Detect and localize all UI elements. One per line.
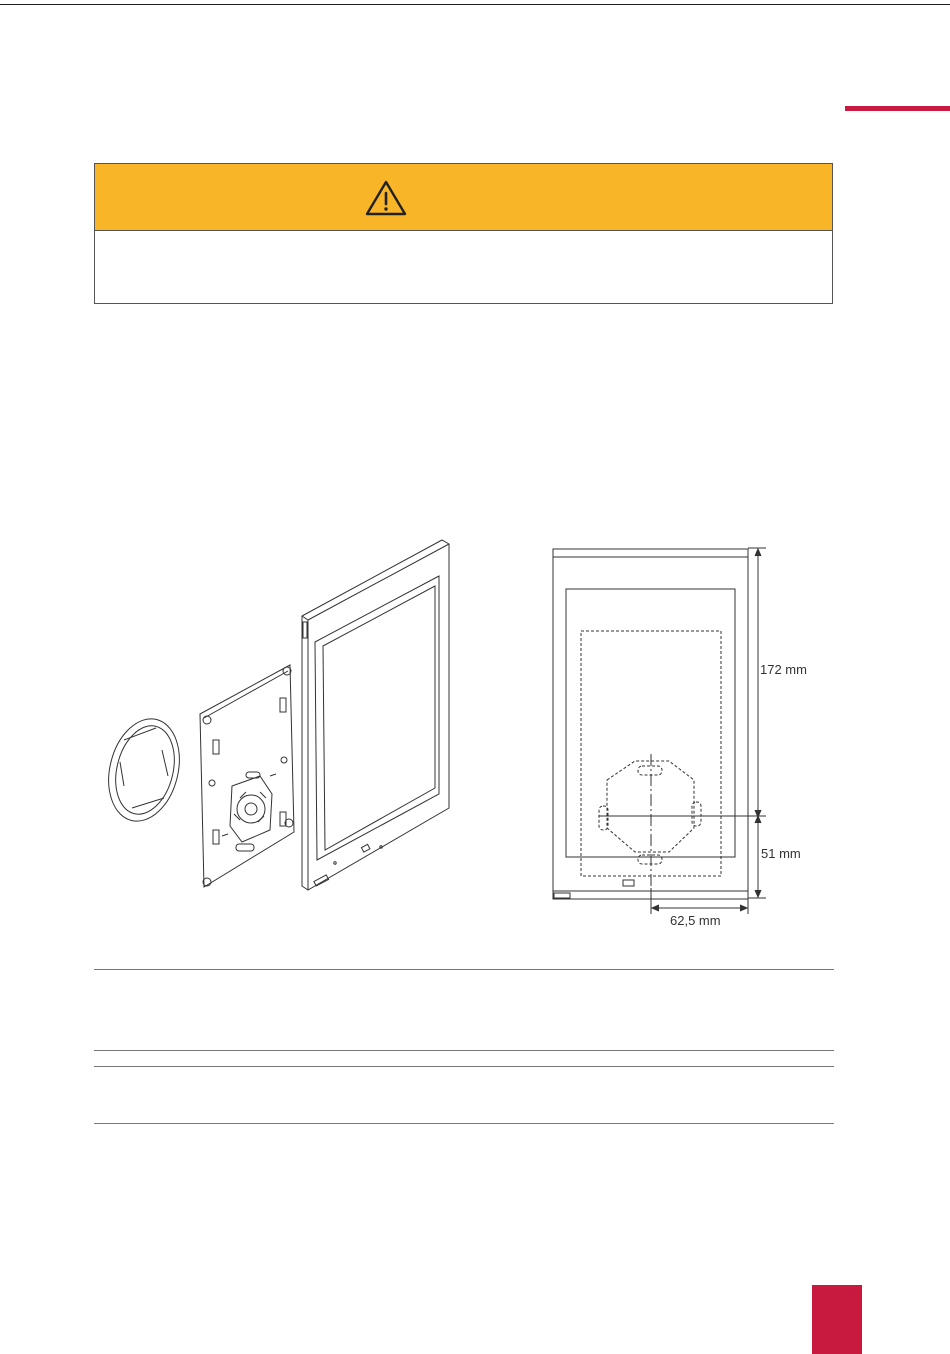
front-view-drawing <box>553 549 766 899</box>
dimension-height-lower: 51 mm <box>761 846 801 861</box>
dimension-lines <box>651 548 766 914</box>
warning-triangle-icon <box>364 179 408 217</box>
dimension-width-offset: 62,5 mm <box>670 913 721 928</box>
warning-header <box>95 164 832 231</box>
installation-drawing <box>94 530 834 940</box>
table-rule <box>94 969 834 970</box>
section-accent-bar <box>845 106 950 111</box>
mounting-ring-drawing <box>98 711 189 828</box>
table-rule <box>94 1123 834 1124</box>
touch-panel-drawing <box>302 540 449 890</box>
table-rule <box>94 1050 834 1051</box>
warning-body <box>95 231 832 303</box>
table-rule <box>94 1066 834 1067</box>
top-rule <box>0 4 950 5</box>
warning-box <box>94 163 833 304</box>
page-number-tab <box>812 1285 862 1354</box>
installation-figure <box>94 530 834 940</box>
dimension-height-upper: 172 mm <box>760 662 807 677</box>
mounting-plate-drawing <box>200 665 294 887</box>
